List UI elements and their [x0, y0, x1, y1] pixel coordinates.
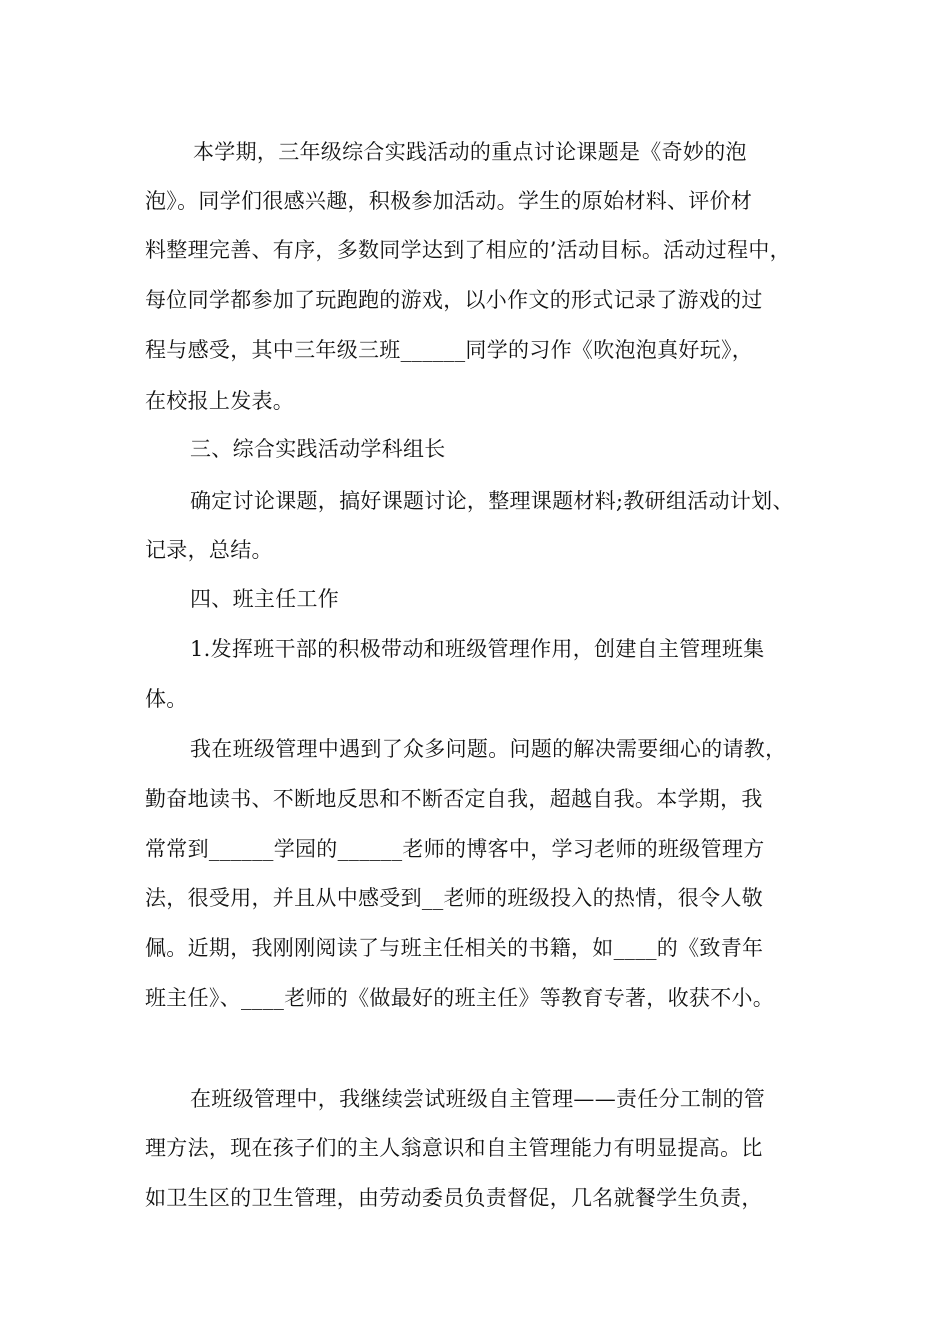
paragraph-line: 体。 — [145, 687, 188, 711]
paragraph-line: 佩。近期，我刚刚阅读了与班主任相关的书籍，如____的《致青年 — [145, 936, 764, 960]
paragraph-line: 每位同学都参加了玩跑跑的游戏，以小作文的形式记录了游戏的过 — [145, 288, 763, 312]
paragraph-line: 料整理完善、有序，多数同学达到了相应的’活动目标。活动过程中， — [145, 238, 791, 262]
paragraph-line: 勤奋地读书、不断地反思和不断否定自我，超越自我。本学期，我 — [145, 787, 763, 811]
paragraph-line: 班主任》、____老师的《做最好的班主任》等教育专著，收获不小。 — [145, 986, 775, 1010]
paragraph-line: 理方法，现在孩子们的主人翁意识和自主管理能力有明显提高。比 — [145, 1136, 763, 1160]
paragraph-line: 本学期，三年级综合实践活动的重点讨论课题是《奇妙的泡 — [193, 140, 747, 164]
paragraph-line: 确定讨论课题，搞好课题讨论，整理课题材料;教研组活动计划、 — [190, 489, 794, 513]
paragraph-line: 法，很受用，并且从中感受到__老师的班级投入的热情，很令人敬 — [145, 886, 763, 910]
paragraph-line: 在校报上发表。 — [145, 389, 295, 413]
paragraph-line: 程与感受，其中三年级三班______同学的习作《吹泡泡真好玩》， — [145, 338, 754, 362]
paragraph-line: 1.发挥班干部的积极带动和班级管理作用，创建自主管理班集 — [190, 637, 765, 661]
paragraph-line: 常常到______学园的______老师的博客中，学习老师的班级管理方 — [145, 837, 765, 861]
paragraph-line: 如卫生区的卫生管理，由劳动委员负责督促，几名就餐学生负责， — [145, 1186, 763, 1210]
paragraph-line: 泡》。同学们很感兴趣，积极参加活动。学生的原始材料、评价材 — [145, 189, 753, 213]
section-heading: 三、综合实践活动学科组长 — [190, 437, 446, 461]
section-heading: 四、班主任工作 — [190, 587, 340, 611]
paragraph-line: 在班级管理中，我继续尝试班级自主管理——责任分工制的管 — [190, 1087, 766, 1111]
paragraph-line: 我在班级管理中遇到了众多问题。问题的解决需要细心的请教， — [190, 737, 787, 761]
paragraph-line: 记录，总结。 — [145, 538, 273, 562]
